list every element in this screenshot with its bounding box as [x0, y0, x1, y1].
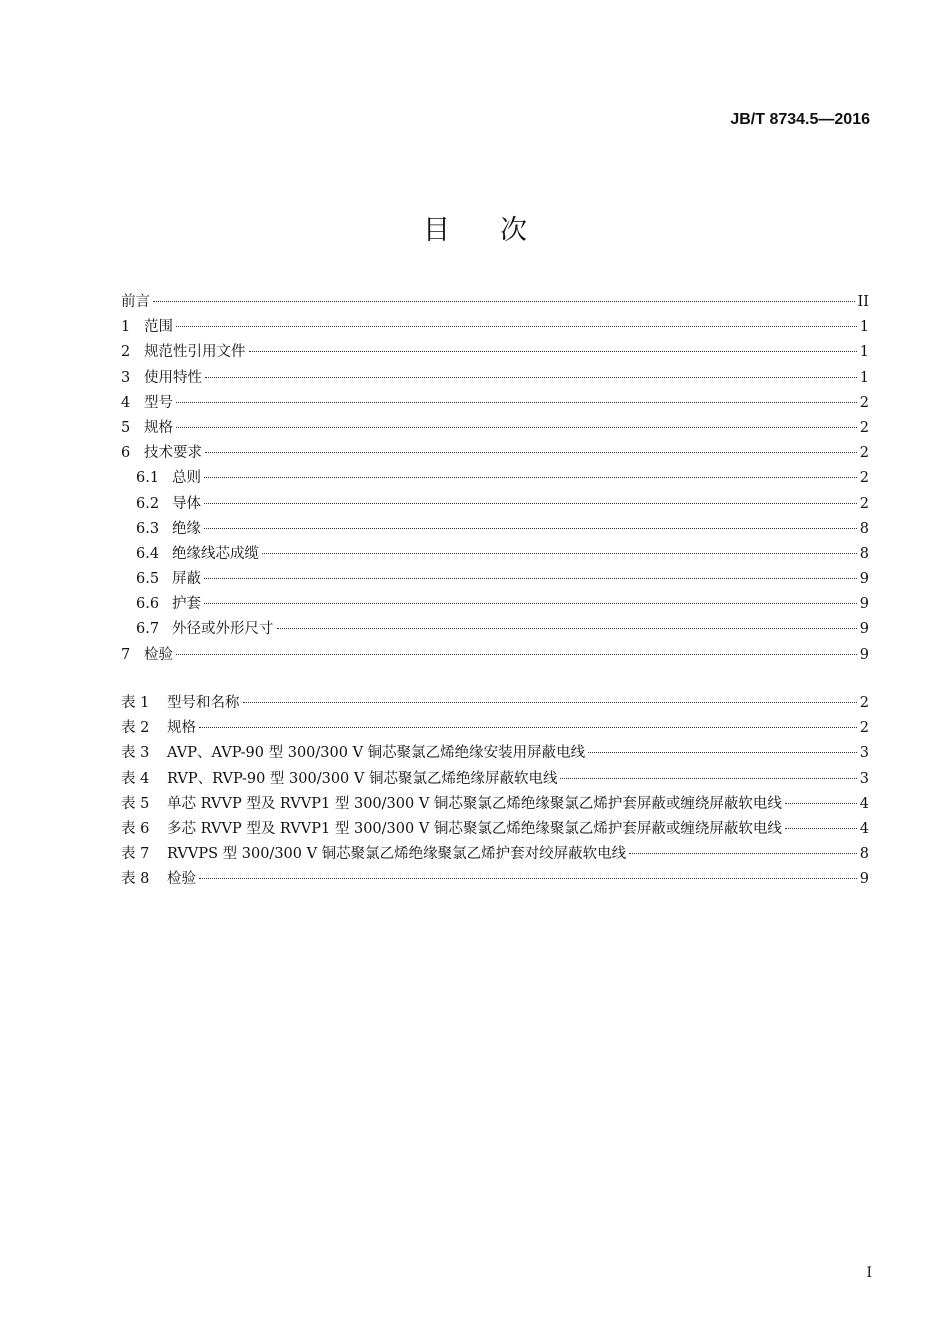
- toc-page: 1: [859, 344, 869, 361]
- toc-num: 6.7: [136, 621, 160, 638]
- table-page: 3: [859, 745, 869, 762]
- page-title: 目次: [423, 215, 577, 246]
- toc-num: 3: [121, 369, 131, 386]
- leader-dots: [204, 477, 857, 478]
- toc-label: 外径或外形尺寸: [172, 621, 274, 638]
- toc-tables: [121, 691, 869, 893]
- toc-num: 6: [121, 445, 131, 462]
- table-page: 9: [859, 871, 869, 888]
- leader-dots: [204, 503, 857, 504]
- toc-entry-4[interactable]: [121, 391, 869, 416]
- toc-page: 2: [859, 419, 869, 436]
- leader-dots: [176, 402, 857, 403]
- table-label: 多芯 RVVP 型及 RVVP1 型 300/300 V 铜芯聚氯乙烯绝缘聚氯乙烯护套屏蔽或缠绕屏蔽软电线: [167, 820, 782, 837]
- toc-num: 4: [121, 394, 131, 411]
- table-page: 3: [859, 770, 869, 787]
- leader-dots: [204, 528, 857, 529]
- leader-dots: [785, 828, 857, 829]
- toc-page: 8: [859, 545, 869, 562]
- table-label: 检验: [167, 871, 196, 888]
- toc-page: 8: [859, 520, 869, 537]
- table-page: 4: [859, 820, 869, 837]
- toc-page: 9: [859, 621, 869, 638]
- toc-page: 2: [859, 394, 869, 411]
- leader-dots: [277, 628, 857, 629]
- toc-num: 6.5: [136, 571, 160, 588]
- table-num: 表 6: [121, 820, 150, 837]
- standard-code: JB/T 8734.5—2016: [730, 111, 870, 128]
- table-entry-3[interactable]: [121, 741, 869, 766]
- leader-dots: [204, 578, 857, 579]
- leader-dots: [204, 603, 857, 604]
- leader-dots: [176, 326, 857, 327]
- toc-entry-6-3[interactable]: [121, 517, 869, 542]
- toc-num: 6.4: [136, 545, 160, 562]
- toc-page: 2: [859, 495, 869, 512]
- toc-label: 检验: [144, 646, 173, 663]
- leader-dots: [249, 351, 857, 352]
- leader-dots: [176, 427, 857, 428]
- table-entry-2[interactable]: [121, 716, 869, 741]
- leader-dots: [588, 752, 857, 753]
- table-entry-7[interactable]: [121, 842, 869, 867]
- toc-label: 总则: [172, 470, 201, 487]
- leader-dots: [205, 452, 857, 453]
- toc-page: 2: [859, 470, 869, 487]
- toc-page: 9: [859, 571, 869, 588]
- table-num: 表 5: [121, 795, 150, 812]
- table-label: AVP、AVP-90 型 300/300 V 铜芯聚氯乙烯绝缘安装用屏蔽电线: [167, 745, 586, 762]
- toc-page: 9: [859, 596, 869, 613]
- toc-num: 5: [121, 419, 131, 436]
- toc-num: 1: [121, 319, 131, 336]
- toc-label: 型号: [144, 394, 173, 411]
- toc-entry-7[interactable]: [121, 643, 869, 668]
- table-label: 单芯 RVVP 型及 RVVP1 型 300/300 V 铜芯聚氯乙烯绝缘聚氯乙烯护套屏蔽或缠绕屏蔽软电线: [167, 795, 782, 812]
- toc-entry-3[interactable]: [121, 366, 869, 391]
- toc-entry-6-1[interactable]: [121, 466, 869, 491]
- table-label: 规格: [167, 720, 196, 737]
- toc-label: 规格: [144, 419, 173, 436]
- leader-dots: [153, 301, 855, 302]
- toc-entry-1[interactable]: [121, 315, 869, 340]
- toc-num: 6.1: [136, 470, 160, 487]
- toc-entry-5[interactable]: [121, 416, 869, 441]
- toc-entry-6-6[interactable]: [121, 592, 869, 617]
- toc-entry-6-7[interactable]: [121, 617, 869, 642]
- toc-entry-6-2[interactable]: [121, 492, 869, 517]
- table-num: 表 2: [121, 720, 150, 737]
- toc-entry-6[interactable]: [121, 441, 869, 466]
- toc-page: 1: [859, 319, 869, 336]
- toc-page: 1: [859, 369, 869, 386]
- table-page: 2: [859, 695, 869, 711]
- table-num: 表 4: [121, 770, 150, 787]
- table-page: 2: [859, 720, 869, 737]
- leader-dots: [199, 727, 857, 728]
- toc-page: II: [857, 294, 869, 310]
- toc-num: 7: [121, 646, 131, 663]
- leader-dots: [629, 853, 857, 854]
- toc-page: 2: [859, 445, 869, 462]
- leader-dots: [205, 377, 857, 378]
- toc-entry-2[interactable]: [121, 340, 869, 365]
- table-num: 表 7: [121, 846, 150, 863]
- toc-label: 范围: [144, 319, 173, 336]
- toc-label: 前言: [121, 294, 150, 310]
- toc-label: 护套: [172, 596, 201, 613]
- toc-label: 使用特性: [144, 369, 202, 386]
- leader-dots: [199, 878, 857, 879]
- table-num: 表 3: [121, 745, 150, 762]
- toc-num: 6.2: [136, 495, 160, 512]
- toc-label: 绝缘: [172, 520, 201, 537]
- leader-dots: [785, 803, 857, 804]
- table-num: 表 1: [121, 695, 150, 711]
- toc-label: 绝缘线芯成缆: [172, 545, 259, 562]
- toc-page: 9: [859, 646, 869, 663]
- leader-dots: [176, 654, 857, 655]
- table-entry-6[interactable]: [121, 817, 869, 842]
- toc-entry-6-5[interactable]: [121, 567, 869, 592]
- page-number: I: [866, 1265, 872, 1281]
- leader-dots: [262, 553, 857, 554]
- table-entry-5[interactable]: [121, 792, 869, 817]
- toc-num: 6.3: [136, 520, 160, 537]
- toc-entry-6-4[interactable]: [121, 542, 869, 567]
- table-num: 表 8: [121, 871, 150, 888]
- toc-label: 屏蔽: [172, 571, 201, 588]
- table-entry-1[interactable]: [121, 691, 869, 716]
- toc-num: 6.6: [136, 596, 160, 613]
- table-entry-8[interactable]: [121, 867, 869, 892]
- toc-label: 导体: [172, 495, 201, 512]
- table-label: 型号和名称: [167, 695, 240, 711]
- table-entry-4[interactable]: [121, 767, 869, 792]
- toc-sections: [121, 290, 869, 668]
- leader-dots: [560, 778, 856, 779]
- table-page: 8: [859, 846, 869, 863]
- table-label: RVP、RVP-90 型 300/300 V 铜芯聚氯乙烯绝缘屏蔽软电线: [167, 770, 558, 787]
- table-page: 4: [859, 795, 869, 812]
- table-label: RVVPS 型 300/300 V 铜芯聚氯乙烯绝缘聚氯乙烯护套对绞屏蔽软电线: [167, 846, 627, 863]
- toc-label: 技术要求: [144, 445, 202, 462]
- toc-entry-foreword[interactable]: [121, 290, 869, 315]
- toc-num: 2: [121, 344, 131, 361]
- toc-label: 规范性引用文件: [144, 344, 246, 361]
- leader-dots: [243, 702, 857, 703]
